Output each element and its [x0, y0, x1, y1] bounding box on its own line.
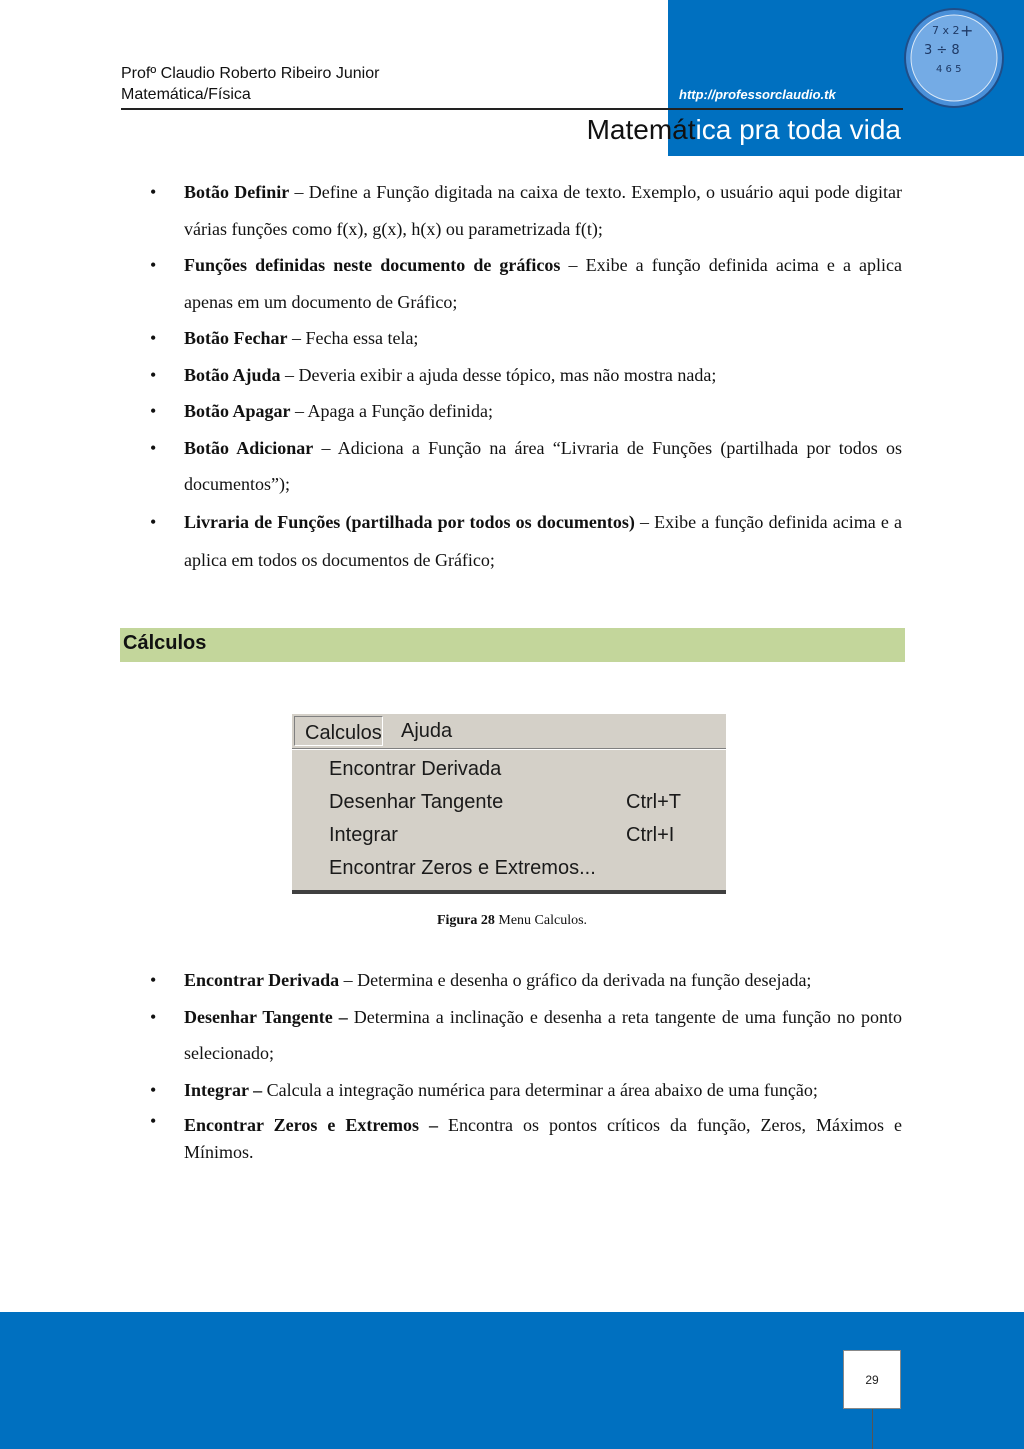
- list-item: • Funções definidas neste documento de gráficos – Exibe a função definida acima e a aplica apenas em um documento de Gráfico;: [150, 255, 902, 312]
- menubar-item-calculos[interactable]: Calculos: [294, 716, 383, 746]
- svg-text:4 6 5: 4 6 5: [936, 64, 962, 75]
- svg-text:3 ÷ 8: 3 ÷ 8: [924, 43, 960, 58]
- list-item: • Encontrar Zeros e Extremos – Encontra os pontos críticos da função, Zeros, Máximos e Mínimos.: [150, 1111, 902, 1162]
- svg-text:+: +: [960, 21, 974, 40]
- section-heading-bar: [120, 628, 905, 662]
- list-item: • Desenhar Tangente – Determina a inclinação e desenha a reta tangente de uma função no ponto selecionado;: [150, 1006, 902, 1063]
- list-item: • Encontrar Derivada – Determina e desenha o gráfico da derivada na função desejada;: [150, 970, 812, 990]
- author-subject: Matemática/Física: [121, 86, 251, 103]
- list-item: • Integrar – Calcula a integração numérica para determinar a área abaixo de uma função;: [150, 1079, 818, 1100]
- shortcut-label: Ctrl+I: [626, 824, 675, 846]
- bullet-list-top: [150, 174, 902, 579]
- list-item: • Botão Adicionar – Adiciona a Função na área “Livraria de Funções (partilhada por todos os documentos”);: [150, 437, 902, 494]
- tagline-light-part: ica pra toda vida: [695, 114, 901, 145]
- list-item: • Botão Apagar – Apaga a Função definida;: [150, 401, 493, 421]
- menu-bottom-edge: [292, 890, 726, 894]
- menu-item-encontrar-derivada[interactable]: Encontrar Derivada: [329, 758, 502, 780]
- author-info: [121, 63, 379, 105]
- site-url-link[interactable]: http://professorclaudio.tk: [679, 87, 836, 102]
- list-item: • Botão Definir – Define a Função digitada na caixa de texto. Exemplo, o usuário aqui pode digitar várias funções como f(x), g(x), h(x) ou parametrizada f(t);: [150, 182, 903, 239]
- bullet-list-bottom: [150, 962, 902, 1166]
- tagline: [0, 114, 901, 146]
- figure-label: Figura 28: [436, 913, 495, 928]
- shortcut-label: Ctrl+T: [626, 791, 681, 813]
- menu-screenshot: [292, 714, 726, 894]
- list-item: • Livraria de Funções (partilhada por todos os documentos) – Exibe a função definida acima e a aplica em todos os documentos de Gráfico;: [150, 511, 902, 570]
- figure-text: Menu Calculos.: [494, 913, 588, 928]
- figure-caption: [0, 913, 1024, 929]
- author-name: Profº Claudio Roberto Ribeiro Junior: [121, 65, 380, 82]
- list-item: • Botão Ajuda – Deveria exibir a ajuda desse tópico, mas não mostra nada;: [150, 364, 717, 385]
- menu-divider-highlight: [292, 749, 726, 750]
- section-title: Cálculos: [123, 632, 207, 654]
- menubar-item-ajuda[interactable]: Ajuda: [401, 720, 453, 742]
- menu-item-encontrar-zeros-extremos[interactable]: Encontrar Zeros e Extremos...: [329, 857, 596, 879]
- menu-item-integrar[interactable]: Integrar Ctrl+I: [329, 824, 675, 846]
- menu-item-desenhar-tangente[interactable]: Desenhar Tangente Ctrl+T: [329, 791, 681, 813]
- svg-text:7 x 2: 7 x 2: [932, 24, 960, 37]
- page-number-line: [872, 1409, 873, 1449]
- page-number: 29: [865, 1373, 879, 1387]
- math-logo-icon: [902, 6, 1006, 110]
- header-rule: [121, 108, 903, 110]
- list-item: • Botão Fechar – Fecha essa tela;: [150, 328, 419, 348]
- page-number-box: [843, 1350, 901, 1409]
- tagline-dark-part: Matemát: [586, 114, 696, 145]
